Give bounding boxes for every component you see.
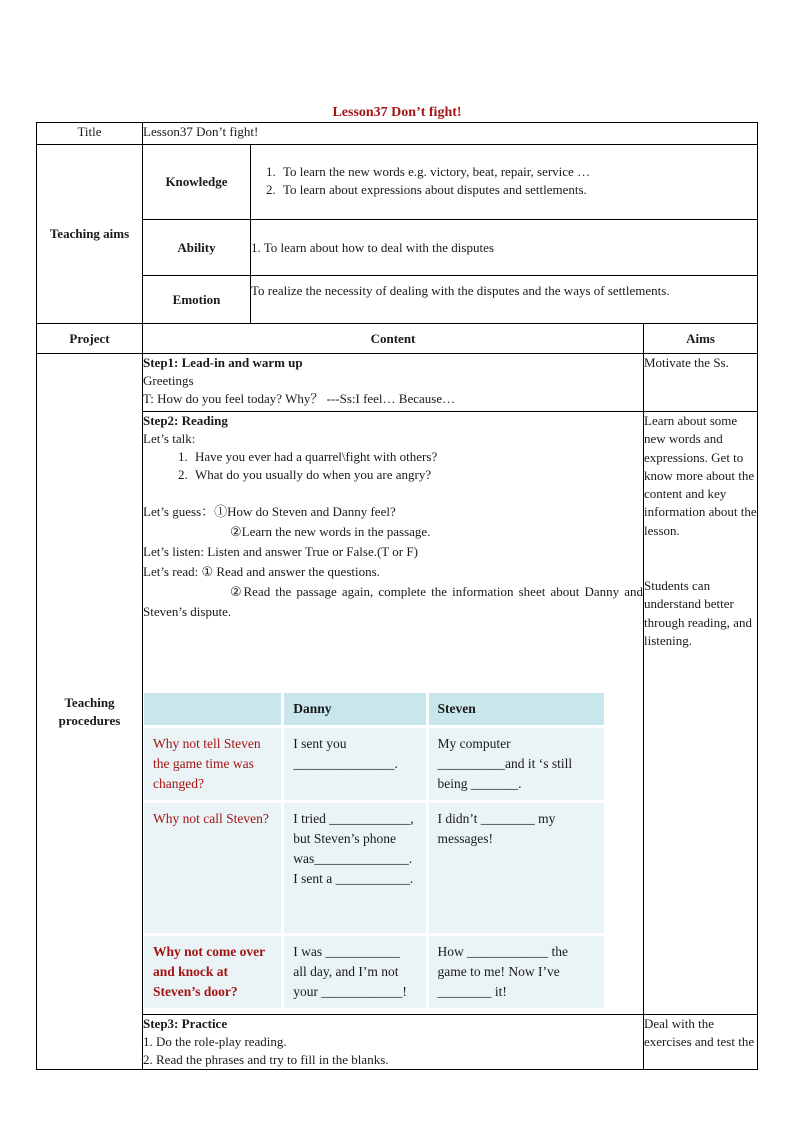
- title-row: [37, 123, 758, 145]
- knowledge-row: [37, 145, 758, 220]
- guess-line-1: Let’s guess：①How do Steven and Danny feel?: [143, 504, 396, 519]
- talk-list: [143, 448, 643, 484]
- teaching-aims-label: Teaching aims: [37, 145, 143, 324]
- step2-aims: [644, 412, 758, 1015]
- ability-content: 1. To learn about how to deal with the disputes: [251, 220, 758, 276]
- info-steven: I didn’t ________ my messages!: [429, 803, 604, 933]
- talk-item: 1. Have you ever had a quarrel\fight with others?: [191, 448, 643, 466]
- info-row: [144, 803, 604, 933]
- title-label: Title: [37, 123, 143, 145]
- ability-label: Ability: [143, 220, 251, 276]
- info-header-row: [144, 693, 604, 725]
- info-question: Why not come over and knock at Steven’s door?: [144, 936, 281, 1008]
- read-line-1: Let’s read: ① Read and answer the questions.: [143, 564, 380, 579]
- teaching-procedures-label: Teaching procedures: [37, 354, 143, 1070]
- step3-line: 2. Read the phrases and try to fill in the blanks.: [143, 1052, 389, 1067]
- listen-line: Let’s listen: Listen and answer True or False.(T or F): [143, 544, 418, 559]
- talk-item: 2. What do you usually do when you are angry?: [191, 466, 643, 484]
- step3-content: [143, 1015, 644, 1070]
- lesson-plan-table: [36, 122, 758, 1070]
- information-sheet: [141, 690, 607, 1011]
- step3-aims: Deal with the exercises and test the: [644, 1015, 758, 1070]
- emotion-content: To realize the necessity of dealing with the disputes and the ways of settlements.: [251, 276, 758, 324]
- talk-label: Let’s talk:: [143, 431, 196, 446]
- step3-row: [37, 1015, 758, 1070]
- info-danny: I was ___________ all day, and I’m not your ____________!: [284, 936, 425, 1008]
- document-title: Lesson37 Don’t fight!: [332, 105, 462, 120]
- step3-title: Step3: Practice: [143, 1016, 228, 1031]
- info-question: Why not call Steven?: [144, 803, 281, 933]
- step1-aims: Motivate the Ss.: [644, 354, 758, 412]
- info-steven: How ____________ the game to me! Now I’ve ________ it!: [429, 936, 604, 1008]
- aims-header: Aims: [644, 324, 758, 354]
- knowledge-item: 2. To learn about expressions about disputes and settlements.: [279, 181, 757, 199]
- info-header-steven: Steven: [429, 693, 604, 725]
- info-danny: I sent you _______________.: [284, 728, 425, 800]
- info-header-empty: [144, 693, 281, 725]
- step1-line: Greetings: [143, 373, 194, 388]
- project-header: Project: [37, 324, 143, 354]
- emotion-row: [37, 276, 758, 324]
- knowledge-list: [251, 163, 757, 199]
- step2-title: Step2: Reading: [143, 413, 228, 428]
- step2-aims-text-1: Learn about some new words and expressions. Get to know more about the content and key information about the lesson.: [644, 413, 757, 538]
- step2-aims-text-2: Students can understand better through reading, and listening.: [644, 578, 752, 648]
- knowledge-content: [251, 145, 758, 220]
- emotion-label: Emotion: [143, 276, 251, 324]
- title-value: Lesson37 Don’t fight!: [143, 123, 758, 145]
- info-steven: My computer __________and it ‘s still being _______.: [429, 728, 604, 800]
- knowledge-item: 1. To learn the new words e.g. victory, beat, repair, service …: [279, 163, 757, 181]
- step2-content: [143, 412, 644, 1015]
- step1-line: T: How do you feel today? Why？ ---Ss:I feel… Because…: [143, 391, 456, 406]
- step1-content: [143, 354, 644, 412]
- knowledge-label: Knowledge: [143, 145, 251, 220]
- info-danny: I tried ____________, but Steven’s phone was______________. I sent a ___________.: [284, 803, 425, 933]
- guess-line-2: ②Learn the new words in the passage.: [230, 524, 431, 539]
- content-header: Content: [143, 324, 644, 354]
- step3-line: 1. Do the role-play reading.: [143, 1034, 287, 1049]
- step1-title: Step1: Lead-in and warm up: [143, 355, 303, 370]
- step1-row: [37, 354, 758, 412]
- info-row: [144, 728, 604, 800]
- ability-row: [37, 220, 758, 276]
- info-question: Why not tell Steven the game time was changed?: [144, 728, 281, 800]
- info-row: [144, 936, 604, 1008]
- step2-row: [37, 412, 758, 1015]
- info-header-danny: Danny: [284, 693, 425, 725]
- read-line-2: ②Read the passage again, complete the information sheet about Danny and Steven’s dispute.: [143, 584, 643, 619]
- column-header-row: [37, 324, 758, 354]
